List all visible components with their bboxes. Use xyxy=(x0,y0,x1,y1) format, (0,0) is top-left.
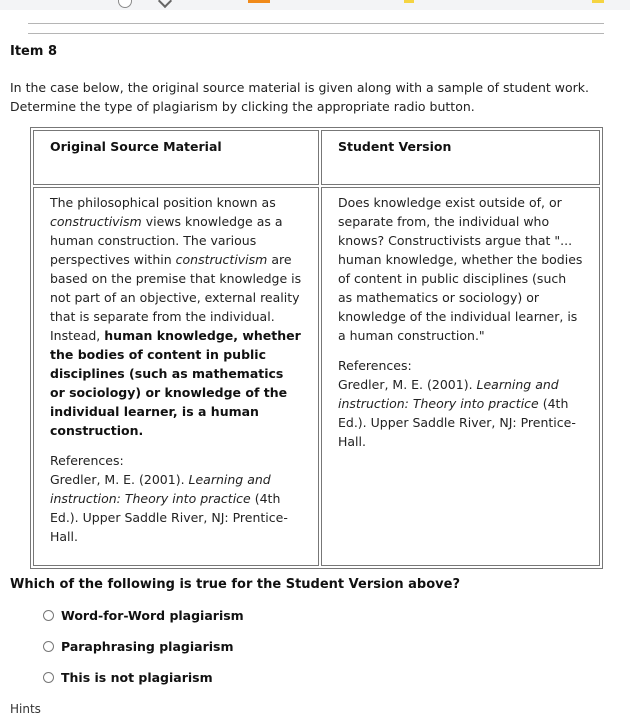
student-text: Does knowledge exist outside of, or separate from, the individual who knows? Constructivists argue that "... human knowledge, whether the bodies of content in public disciplines (such as mathematics or sociology) or knowledge of the individual learner, is a human construction." xyxy=(338,195,583,343)
original-text: The philosophical position known as constructivism views knowledge as a human construction. The various perspectives within constructivism are based on the premise that knowledge is not part of an objective, external reality that is separate from the individual. Instead, human knowledge, whether the bodies of content in public disciplines (such as mathematics or sociology) or knowledge of the individual learner, is a human construction. xyxy=(50,195,302,438)
toolbar-folder-icon-2[interactable] xyxy=(592,0,604,3)
radio-button[interactable] xyxy=(43,610,54,621)
original-references xyxy=(50,451,302,546)
divider xyxy=(28,23,604,24)
reference-entry: Gredler, M. E. (2001). Learning and instruction: Theory into practice (4th Ed.). Upper Saddle River, NJ: Prentice-Hall. xyxy=(338,377,576,449)
check-icon[interactable] xyxy=(158,0,172,8)
student-version-cell xyxy=(321,187,600,566)
question-text: Which of the following is true for the Student Version above? xyxy=(10,577,460,592)
instructions-line-2: Determine the type of plagiarism by clicking the appropriate radio button. xyxy=(10,99,475,114)
references-label: References: xyxy=(50,453,124,468)
option-paraphrasing[interactable] xyxy=(43,639,233,654)
option-label: Word-for-Word plagiarism xyxy=(61,608,244,623)
instructions xyxy=(10,78,610,116)
divider xyxy=(28,33,604,34)
student-header: Student Version xyxy=(321,130,600,185)
reference-entry: Gredler, M. E. (2001). Learning and instruction: Theory into practice (4th Ed.). Upper Saddle River, NJ: Prentice-Hall. xyxy=(50,472,288,544)
radio-button[interactable] xyxy=(43,641,54,652)
option-word-for-word[interactable] xyxy=(43,608,244,623)
radio-button[interactable] xyxy=(43,672,54,683)
references-label: References: xyxy=(338,358,412,373)
hints-link[interactable]: Hints xyxy=(10,702,41,716)
original-source-cell xyxy=(33,187,319,566)
original-highlighted-text: human knowledge, whether the bodies of content in public disciplines (such as mathematics or sociology) or knowledge of the individual learner, is a human construction. xyxy=(50,328,301,438)
toolbar-folder-icon[interactable] xyxy=(404,0,414,3)
toolbar-orange-icon[interactable] xyxy=(248,0,270,3)
option-not-plagiarism[interactable] xyxy=(43,670,213,685)
original-header: Original Source Material xyxy=(33,130,319,185)
instructions-line-1: In the case below, the original source material is given along with a sample of student work. xyxy=(10,80,590,95)
option-label: This is not plagiarism xyxy=(61,670,213,685)
item-title: Item 8 xyxy=(10,44,57,59)
refresh-icon[interactable] xyxy=(118,0,132,8)
comparison-table xyxy=(30,127,603,569)
student-references xyxy=(338,356,583,451)
top-toolbar xyxy=(0,0,630,10)
option-label: Paraphrasing plagiarism xyxy=(61,639,234,654)
